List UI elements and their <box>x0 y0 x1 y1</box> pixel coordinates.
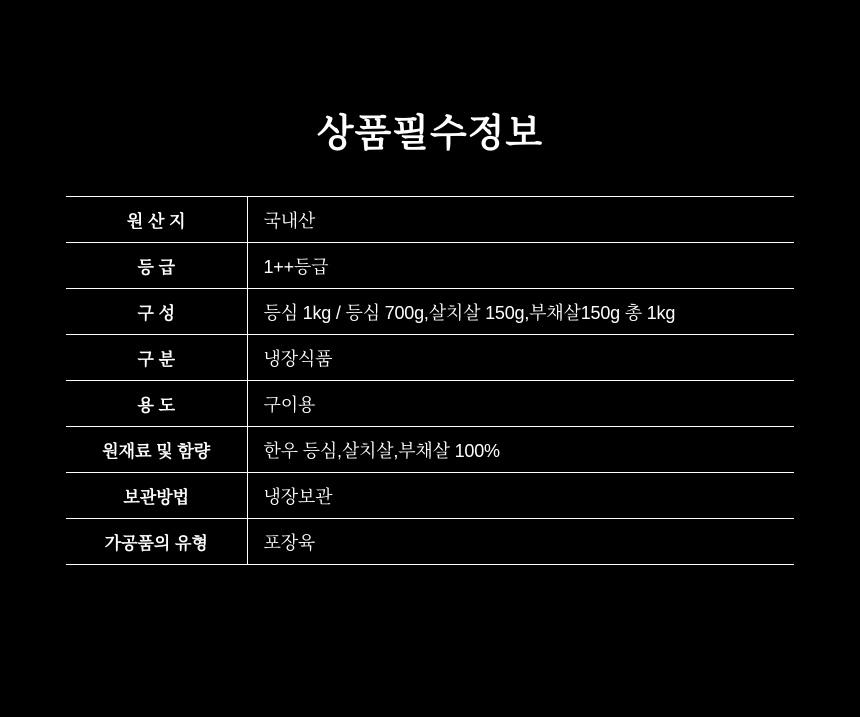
row-label: 구 성 <box>66 289 247 335</box>
row-label: 가공품의 유형 <box>66 519 247 565</box>
table-row <box>66 381 794 427</box>
row-label: 구 분 <box>66 335 247 381</box>
row-label: 원재료 및 함량 <box>66 427 247 473</box>
row-value: 냉장보관 <box>247 473 794 519</box>
row-label: 등 급 <box>66 243 247 289</box>
table-row <box>66 335 794 381</box>
row-value: 1++등급 <box>247 243 794 289</box>
table-row <box>66 519 794 565</box>
row-value: 국내산 <box>247 197 794 243</box>
table-row <box>66 243 794 289</box>
row-label: 원 산 지 <box>66 197 247 243</box>
page-title: 상품필수정보 <box>316 113 544 155</box>
row-value: 구이용 <box>247 381 794 427</box>
row-value: 한우 등심,살치살,부채살 100% <box>247 427 794 473</box>
table-row <box>66 473 794 519</box>
table-row <box>66 427 794 473</box>
row-value: 포장육 <box>247 519 794 565</box>
row-value: 냉장식품 <box>247 335 794 381</box>
table-row <box>66 289 794 335</box>
row-label: 보관방법 <box>66 473 247 519</box>
row-value: 등심 1kg / 등심 700g,살치살 150g,부채살150g 총 1kg <box>247 289 794 335</box>
product-required-info-table <box>66 196 794 565</box>
row-label: 용 도 <box>66 381 247 427</box>
table-row <box>66 197 794 243</box>
